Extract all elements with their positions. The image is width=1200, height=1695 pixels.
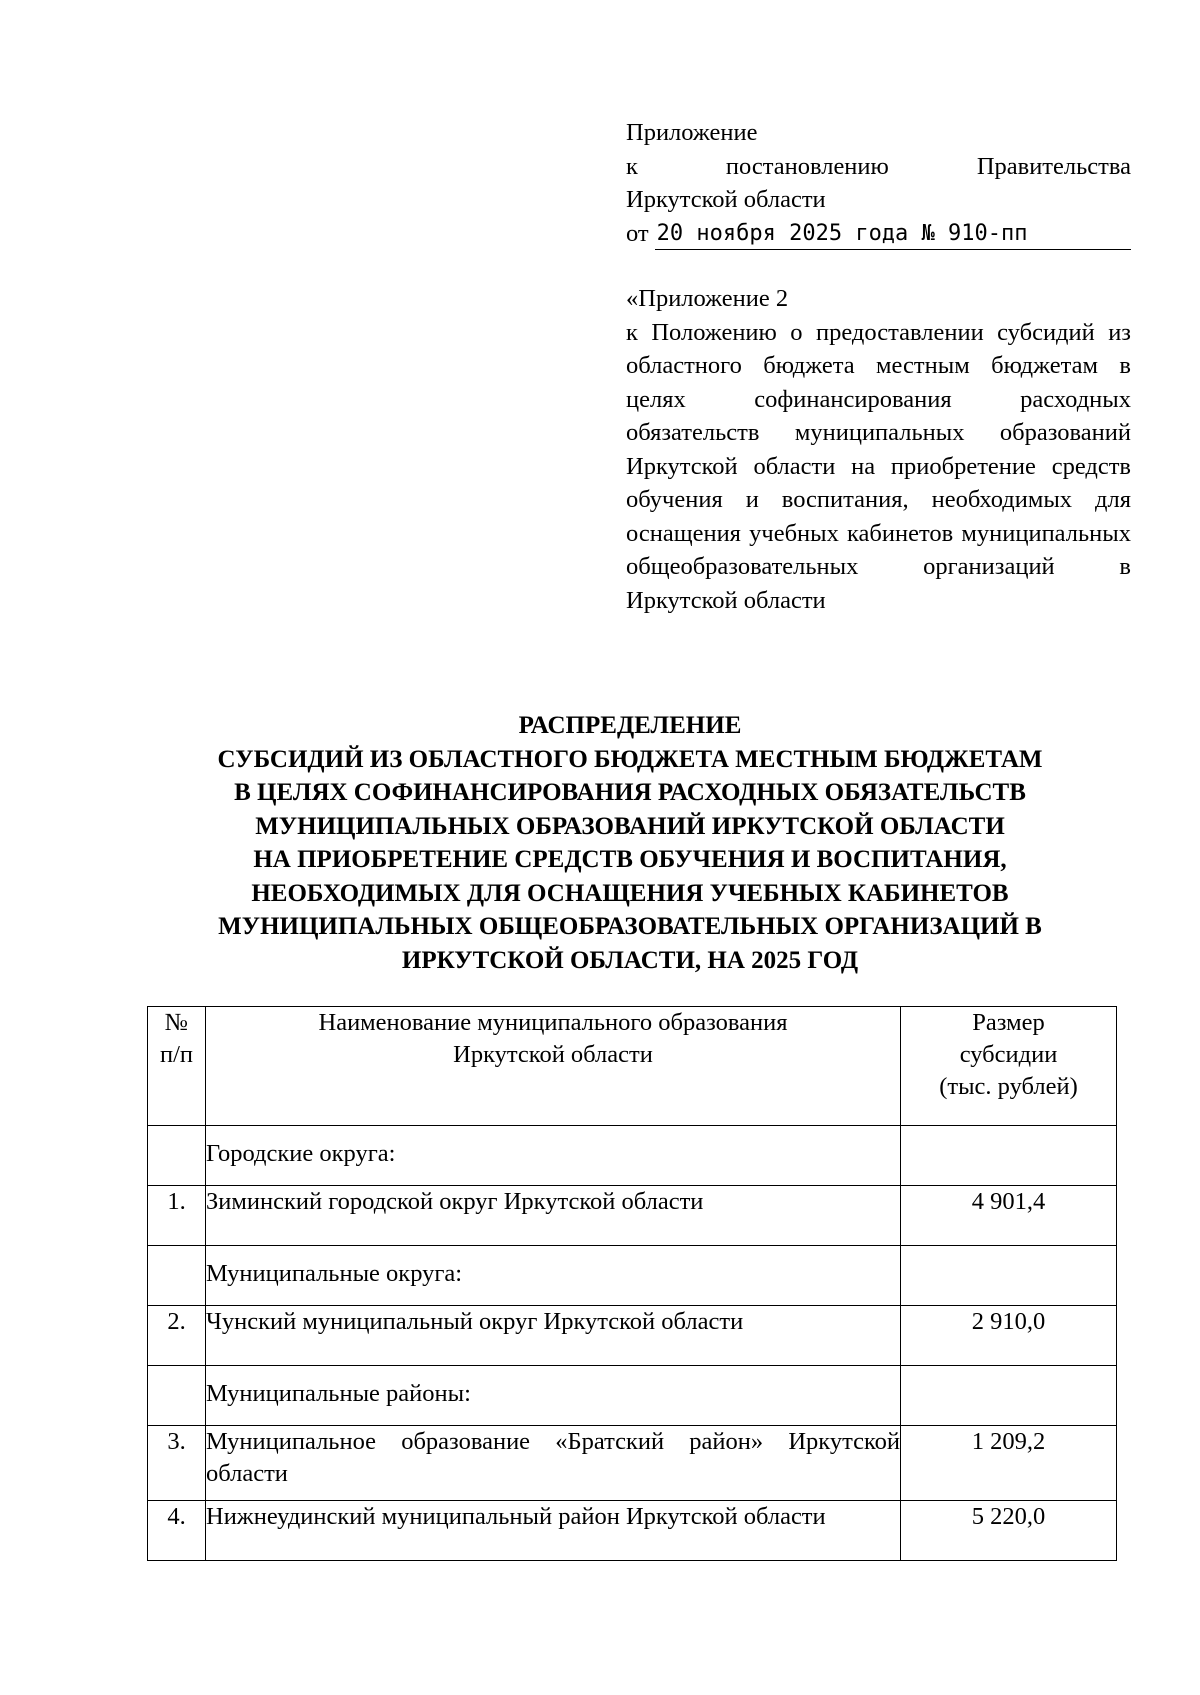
row-amount: 1 209,2 [901,1426,1117,1501]
row-amount: 5 220,0 [901,1501,1117,1561]
heading-line: МУНИЦИПАЛЬНЫХ ОБЩЕОБРАЗОВАТЕЛЬНЫХ ОРГАНИЗАЦИЙ В [218,913,1042,940]
appendix-region: Иркутской области [626,186,826,213]
row-num: 3. [148,1426,206,1501]
header-num-label: п/п [159,1041,194,1068]
row-num [148,1366,206,1426]
heading-line: НА ПРИОБРЕТЕНИЕ СРЕДСТВ ОБУЧЕНИЯ И ВОСПИТАНИЯ, [253,846,1007,873]
table-row-group [148,1246,1117,1306]
appendix-reference: к постановлению Правительства [626,152,1131,180]
row-name: Городские округа: [206,1126,901,1186]
row-name: Муниципальное образование «Братский район» Иркутской области [206,1426,901,1501]
row-amount [901,1126,1117,1186]
appendix2-title: «Приложение 2 [626,285,789,312]
row-amount: 2 910,0 [901,1306,1117,1366]
appendix-title: Приложение [626,119,758,146]
header-name-line2: Иркутской области [453,1041,653,1068]
row-amount [901,1246,1117,1306]
header-amount [901,1007,1117,1126]
table-row [148,1186,1117,1246]
row-num: 4. [148,1501,206,1561]
row-name: Муниципальные районы: [206,1366,901,1426]
row-name: Чунский муниципальный округ Иркутской области [206,1306,901,1366]
row-name: Нижнеудинский муниципальный район Иркутской области [206,1501,901,1561]
document-heading [150,709,1110,977]
appendix2-block [626,282,1131,617]
table-row [148,1501,1117,1561]
row-amount: 4 901,4 [901,1186,1117,1246]
heading-line: МУНИЦИПАЛЬНЫХ ОБРАЗОВАНИЙ ИРКУТСКОЙ ОБЛАСТИ [255,812,1005,840]
heading-line: В ЦЕЛЯХ СОФИНАНСИРОВАНИЯ РАСХОДНЫХ ОБЯЗАТЕЛЬСТВ [234,779,1026,806]
heading-line: ИРКУТСКОЙ ОБЛАСТИ, НА 2025 ГОД [401,946,859,974]
table-row-group [148,1366,1117,1426]
row-amount [901,1366,1117,1426]
heading-line: СУБСИДИЙ ИЗ ОБЛАСТНОГО БЮДЖЕТА МЕСТНЫМ БЮДЖЕТАМ [217,745,1043,773]
table-row-group [148,1126,1117,1186]
heading-line: НЕОБХОДИМЫХ ДЛЯ ОСНАЩЕНИЯ УЧЕБНЫХ КАБИНЕТОВ [251,879,1009,907]
row-num: 1. [148,1186,206,1246]
table-row [148,1306,1117,1366]
table-row [148,1426,1117,1501]
heading-line: РАСПРЕДЕЛЕНИЕ [518,712,742,739]
date-prefix: от [626,219,649,247]
row-name: Муниципальные округа: [206,1246,901,1306]
row-num [148,1126,206,1186]
appendix-block [626,116,1131,250]
header-num-symbol: № [164,1009,189,1036]
header-num [148,1007,206,1126]
header-amount-line1: Размер [972,1009,1045,1036]
appendix2-text: к Положению о предоставлении субсидий из областного бюджета местным бюджетам в целях софинансирования расходных обязательств муниципальных образований Иркутской области на приобретение средств обучения и воспитания, необходимых для оснащения учебных кабинетов муниципальных общеобразовательных организаций в Иркутской области [626,318,1131,614]
row-name: Зиминский городской округ Иркутской области [206,1186,901,1246]
header-amount-line3: (тыс. рублей) [939,1073,1078,1100]
header-name [206,1007,901,1126]
row-num: 2. [148,1306,206,1366]
row-num [148,1246,206,1306]
subsidies-table [147,1006,1117,1561]
appendix-date-line [626,217,1131,251]
header-name-line1: Наименование муниципального образования [318,1009,788,1036]
table-header-row [148,1007,1117,1126]
header-amount-line2: субсидии [959,1041,1058,1068]
decree-date-number: 20 ноября 2025 года № 910-пп [655,219,1131,250]
